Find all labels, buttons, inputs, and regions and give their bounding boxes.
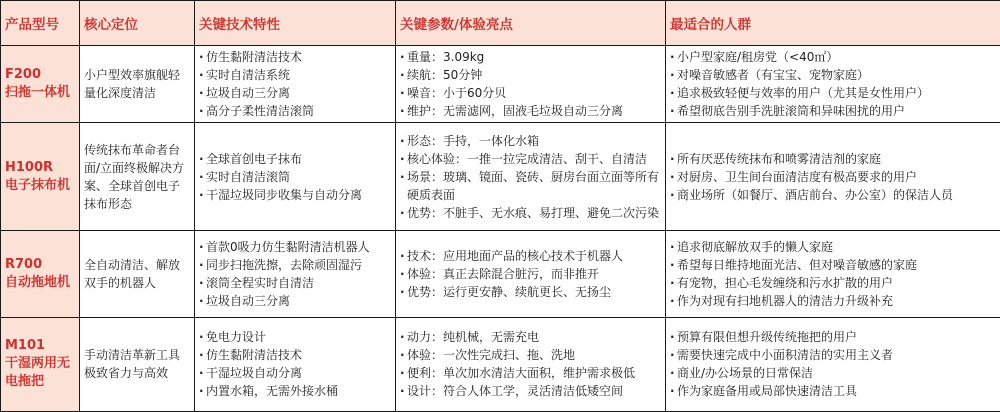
features-cell xyxy=(195,231,396,318)
list-item: · 核心体验：一推一拉完成清洁、刮干、自清洁 xyxy=(400,151,648,166)
model-name: 干湿两用无电拖把 xyxy=(5,356,71,390)
model-code: F200 xyxy=(5,67,42,83)
table-row xyxy=(1,317,1000,411)
list-item: · 形态：手持，一体化水箱 xyxy=(400,133,540,148)
list-item: · 优势：运行更安静、续航更长、无扬尘 xyxy=(400,284,612,299)
positioning-cell: 小户型效率旗舰轻量化深度清洁 xyxy=(80,46,195,123)
list-item: · 追求彻底解放双手的懒人家庭 xyxy=(670,239,834,254)
list-item: · 希望每日维持地面光洁、但对噪音敏感的家庭 xyxy=(670,257,918,272)
positioning-cell: 手动清洁革新工具极致省力与高效 xyxy=(80,317,195,411)
features-cell xyxy=(195,317,396,411)
audience-cell xyxy=(666,317,1000,411)
features-cell xyxy=(195,46,396,123)
list-item: · 干湿垃圾自动分离 xyxy=(199,366,303,381)
list-item: · 内置水箱，无需外接水桶 xyxy=(199,384,339,399)
list-item: · 需要快速完成中小面积清洁的实用主义者 xyxy=(670,348,894,363)
list-item: · 体验：真正去除混合脏污，而非推开 xyxy=(400,266,600,281)
list-item: · 全球首创电子抹布 xyxy=(199,151,303,166)
list-item: · 对厨房、卫生间台面清洁度有极高要求的用户 xyxy=(670,169,918,184)
list-item: · 重量：3.09kg xyxy=(400,50,485,65)
params-cell xyxy=(396,46,666,123)
params-cell xyxy=(396,317,666,411)
list-item: · 设计：符合人体工学，灵活清洁低矮空间 xyxy=(400,384,624,399)
list-item: · 仿生黏附清洁技术 xyxy=(199,50,303,65)
list-item: · 希望彻底告别手洗脏滚筒和异味困扰的用户 xyxy=(670,104,906,119)
list-item: · 商业/办公场景的日常保洁 xyxy=(670,366,814,381)
list-item: · 续航：50分钟 xyxy=(400,68,483,83)
list-item: · 垃圾自动三分离 xyxy=(199,86,291,101)
list-item: · 垃圾自动三分离 xyxy=(199,293,291,308)
model-cell xyxy=(1,231,80,318)
list-item: · 技术：应用地面产品的核心技术于机器人 xyxy=(400,248,624,263)
model-code: M101 xyxy=(5,338,46,354)
features-cell xyxy=(195,123,396,231)
table-row xyxy=(1,123,1000,231)
list-item: · 实时自清洁系统 xyxy=(199,68,291,83)
list-item: · 预算有限但想升级传统拖把的用户 xyxy=(670,330,858,345)
list-item: · 有宠物，担心毛发缠绕和污水扩散的用户 xyxy=(670,275,894,290)
list-item: · 追求极致轻便与效率的用户（尤其是女性用户） xyxy=(670,86,930,101)
model-name: 自动拖地机 xyxy=(5,274,71,290)
audience-cell xyxy=(666,231,1000,318)
header-row xyxy=(1,1,1000,46)
list-item: · 作为家庭备用或局部快速清洁工具 xyxy=(670,384,858,399)
list-item: · 干湿垃圾同步收集与自动分离 xyxy=(199,187,363,202)
model-name: 扫拖一体机 xyxy=(5,85,71,101)
positioning-cell: 全自动清洁、解放双手的机器人 xyxy=(80,231,195,318)
model-code: R700 xyxy=(5,256,43,272)
list-item: · 高分子柔性清洁滚筒 xyxy=(199,104,315,119)
table-row xyxy=(1,46,1000,123)
list-item: · 动力：纯机械，无需充电 xyxy=(400,330,540,345)
model-cell xyxy=(1,123,80,231)
header-positioning: 核心定位 xyxy=(80,1,195,46)
list-item: · 噪音：小于60分贝 xyxy=(400,86,507,101)
list-item: · 便利：单次加水清洁大面积，维护需求极低 xyxy=(400,366,636,381)
list-item: · 同步扫拖洗擦，去除顽固湿污 xyxy=(199,257,363,272)
list-item: · 首款0吸力仿生黏附清洁机器人 xyxy=(199,239,370,254)
model-cell xyxy=(1,317,80,411)
list-item: · 免电力设计 xyxy=(199,330,267,345)
header-model: 产品型号 xyxy=(1,1,80,46)
list-item: · 小户型家庭/租房党（<40㎡） xyxy=(670,50,839,65)
header-params: 关键参数/体验亮点 xyxy=(396,1,666,46)
list-item: · 所有厌恶传统抹布和喷雾清洁剂的家庭 xyxy=(670,151,882,166)
model-cell xyxy=(1,46,80,123)
list-item: · 仿生黏附清洁技术 xyxy=(199,348,303,363)
table-row xyxy=(1,231,1000,318)
list-item: · 商业场所（如餐厅、酒店前台、办公室）的保洁人员 xyxy=(670,187,954,202)
params-cell xyxy=(396,123,666,231)
list-item: · 维护：无需滤网，固液毛垃圾自动三分离 xyxy=(400,104,624,119)
list-item: · 实时自清洁滚筒 xyxy=(199,169,291,184)
header-features: 关键技术特性 xyxy=(195,1,396,46)
list-item: · 场景：玻璃、镜面、瓷砖、厨房台面立面等所有硬质表面 xyxy=(400,169,660,202)
list-item: · 优势：不脏手、无水痕、易打理、避免二次污染 xyxy=(400,205,660,220)
list-item: · 体验：一次性完成扫、拖、洗地 xyxy=(400,348,576,363)
list-item: · 作为对现有扫地机器人的清洁力升级补充 xyxy=(670,293,894,308)
list-item: · 对噪音敏感者（有宝宝、宠物家庭） xyxy=(670,68,870,83)
model-name: 电子抹布机 xyxy=(5,177,71,193)
params-cell xyxy=(396,231,666,318)
audience-cell xyxy=(666,46,1000,123)
list-item: · 滚筒全程实时自清洁 xyxy=(199,275,315,290)
header-audience: 最适合的人群 xyxy=(666,1,1000,46)
positioning-cell: 传统抹布革命者台面/立面终极解决方案、全球首创电子抹布形态 xyxy=(80,123,195,231)
model-code: H100R xyxy=(5,159,54,175)
audience-cell xyxy=(666,123,1000,231)
